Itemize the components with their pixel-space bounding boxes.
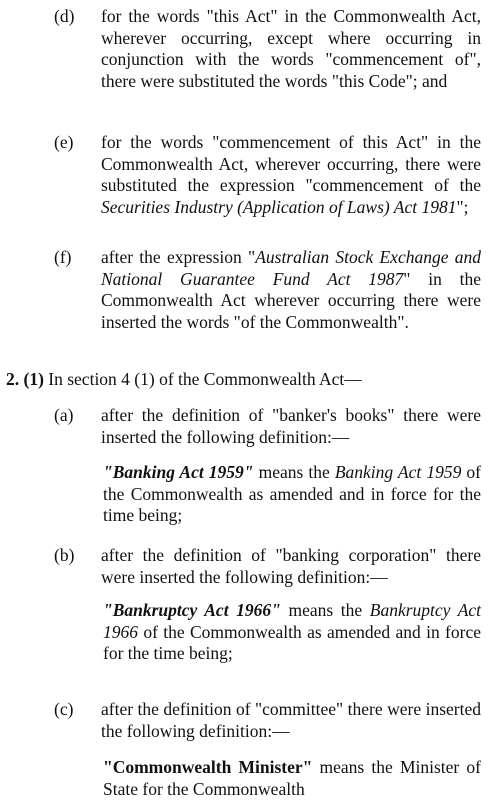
section-number: 2. <box>6 369 20 389</box>
defined-term: "Banking Act 1959" <box>103 462 254 482</box>
defined-term: "Bankruptcy Act 1966" <box>103 600 281 620</box>
definition-banking-act: "Banking Act 1959" means the Banking Act 1959 of the Commonwealth as amended and in force for the time being; <box>103 462 482 525</box>
paragraph-text: after the definition of "banking corporation" there were inserted the following definition:— <box>101 545 481 587</box>
paragraph-text: for the words "this Act" in the Commonwealth Act, wherever occurring, except where occurring in conjunction with the words "commencement of", there were substituted the words "this Code"; and <box>101 6 481 91</box>
subsection-number: (1) <box>23 369 44 389</box>
paragraph-label: (c) <box>54 699 74 719</box>
act-title: Australian Stock Exchange and National Guarantee Fund Act 1987 <box>101 247 481 289</box>
paragraph-label: (f) <box>54 247 72 267</box>
definition-commonwealth-minister: "Commonwealth Minister" means the Minister of State for the Commonwealth <box>103 757 482 799</box>
defined-term: "Commonwealth Minister" <box>103 757 313 777</box>
section-2-heading <box>6 369 491 391</box>
act-title: Securities Industry (Application of Laws) Act 1981 <box>101 196 457 217</box>
paragraph-text: after the definition of "committee" there were inserted the following definition:— <box>101 699 481 741</box>
section-text: In section 4 (1) of the Commonwealth Act— <box>48 369 362 389</box>
paragraph-text: after the expression "Australian Stock Exchange and National Guarantee Fund Act 1987" in the Commonwealth Act wherever occurring there were inserted the words "of the Commonwealth". <box>101 247 482 332</box>
paragraph-label: (b) <box>54 545 75 565</box>
paragraph-text: for the words "commencement of this Act" in the Commonwealth Act, wherever occurring, there were substituted the expression "commencement of the Securities Industry (Application of Laws) Act 1981"; <box>101 132 481 217</box>
paragraph-text: after the definition of "banker's books" there were inserted the following definition:— <box>101 405 481 447</box>
paragraph-label: (a) <box>54 405 74 425</box>
definition-bankruptcy-act: "Bankruptcy Act 1966" means the Bankruptcy Act 1966 of the Commonwealth as amended and in force for the time being; <box>103 600 482 663</box>
paragraph-label: (d) <box>54 6 75 26</box>
paragraph-label: (e) <box>54 132 74 152</box>
